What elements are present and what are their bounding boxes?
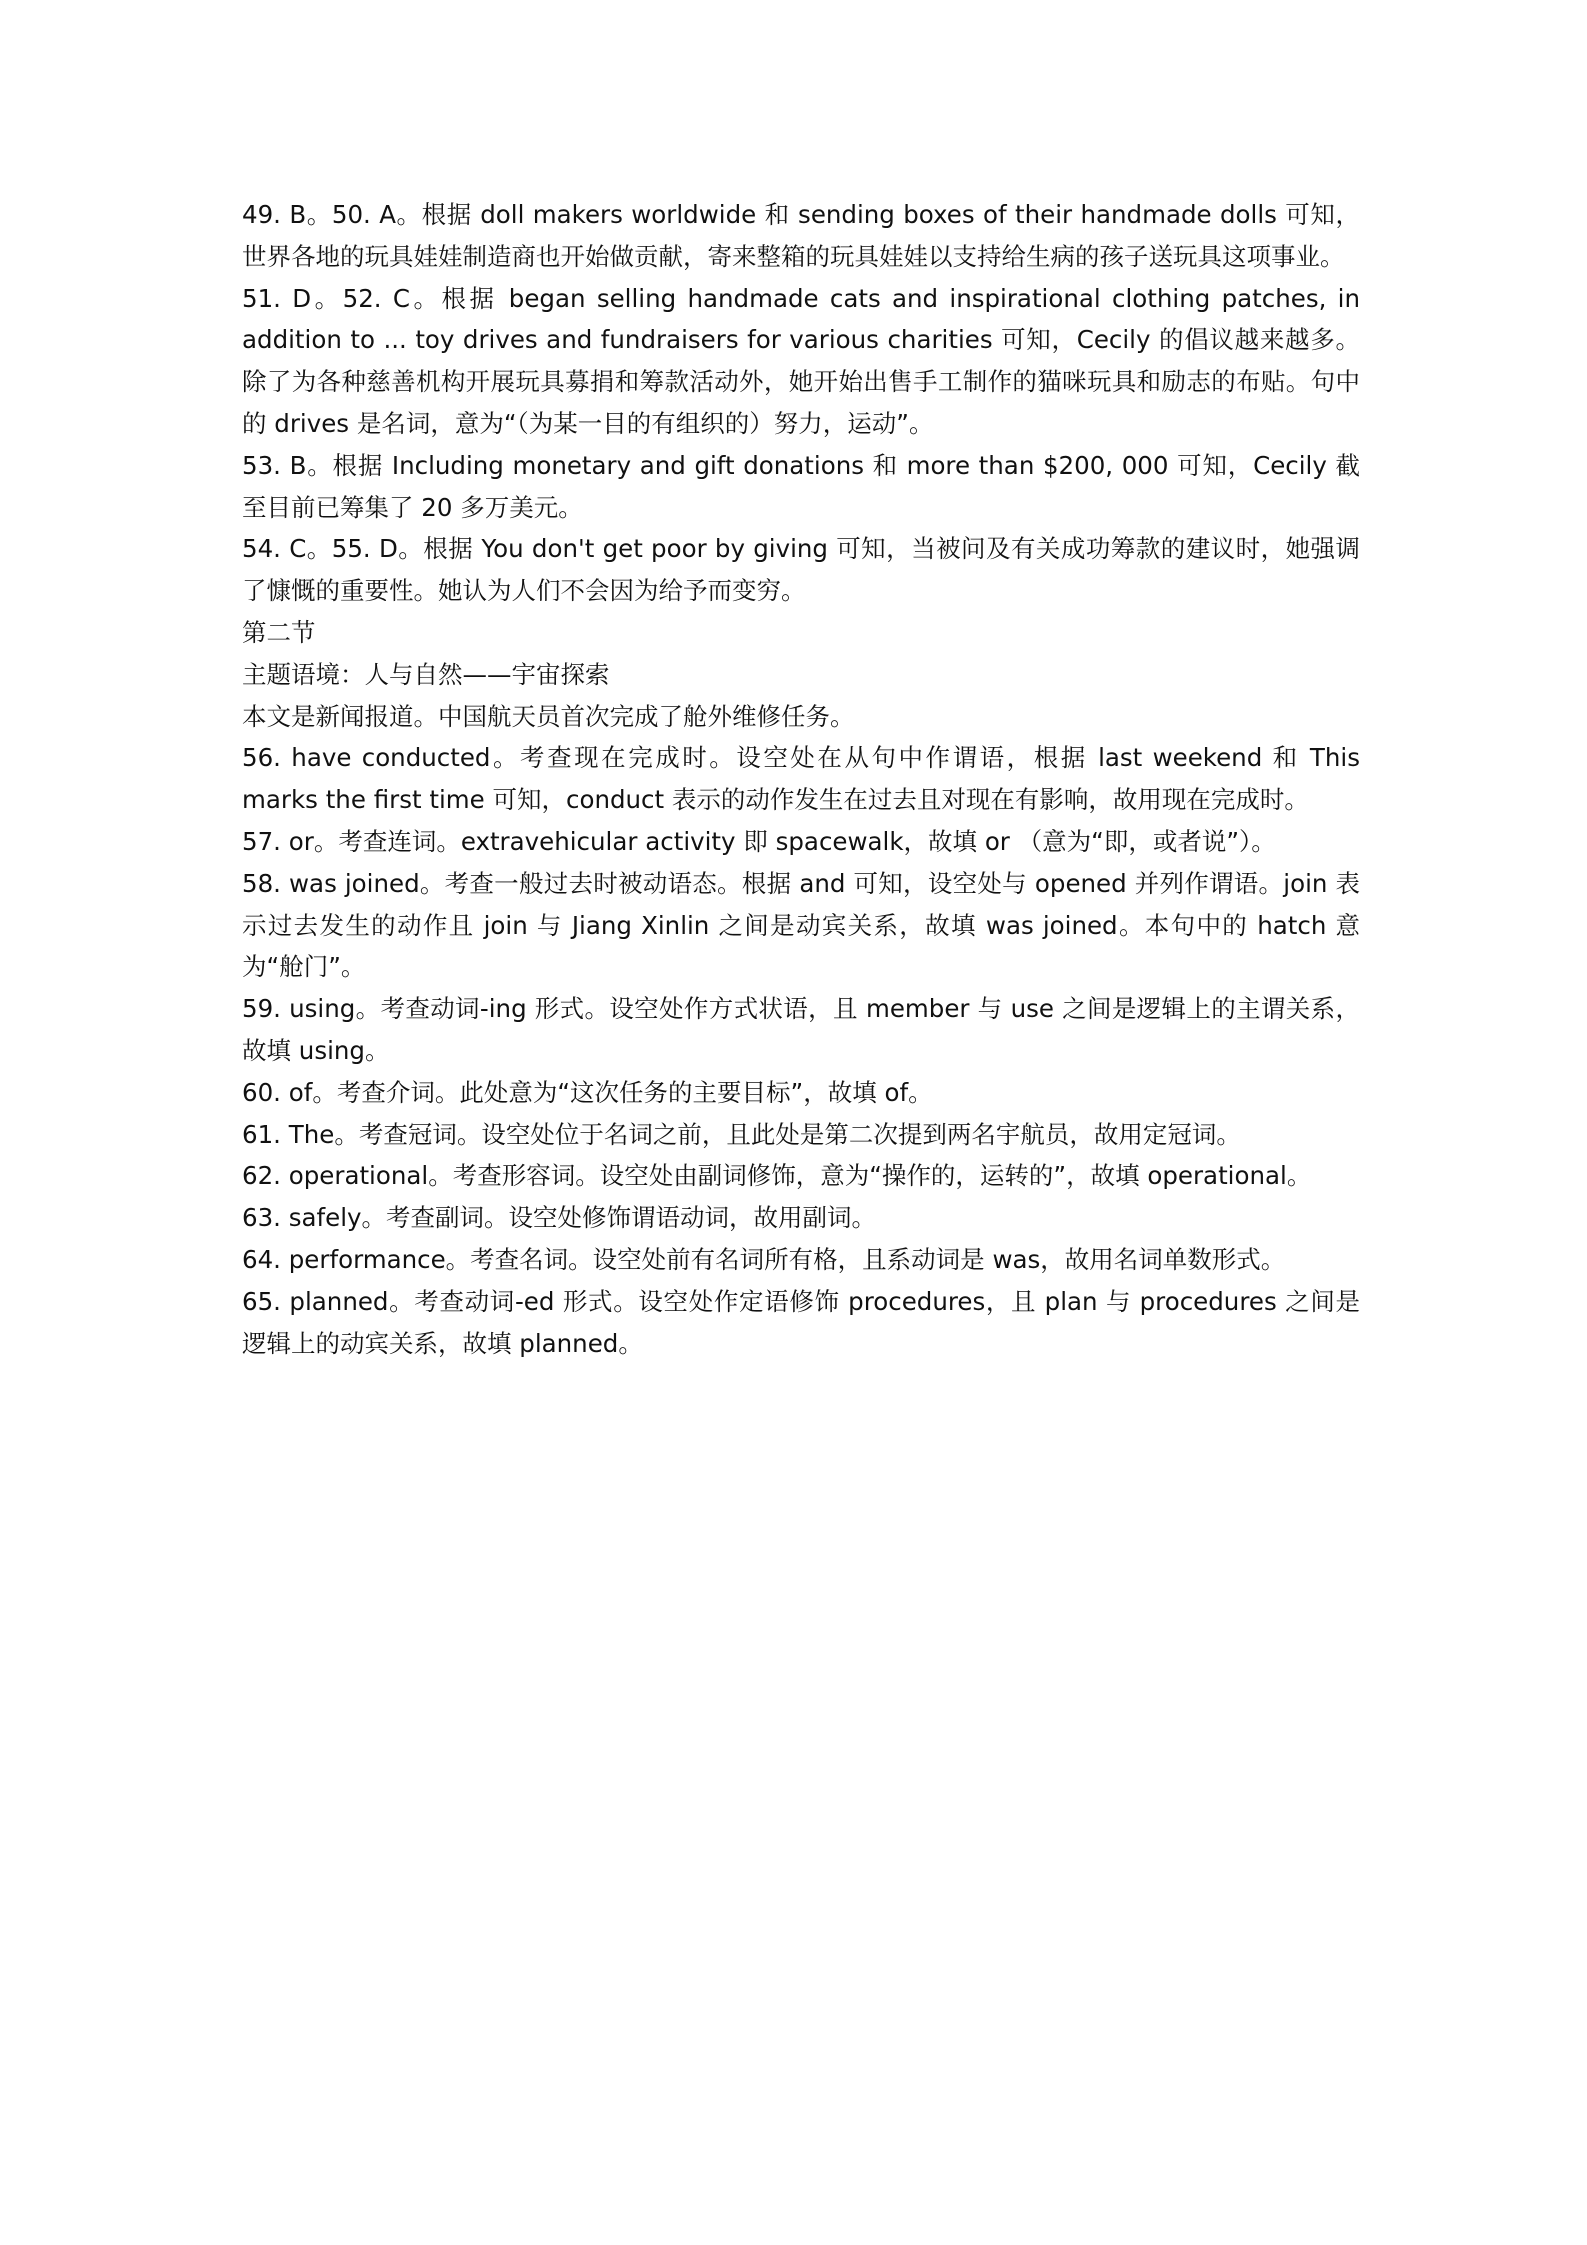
answer-58: 58. was joined。考查一般过去时被动语态。根据 and 可知，设空处与 opened 并列作谓语。join 表示过去发生的动作且 join 与 Jiang Xinlin 之间是动宾关系，故填 was joined。本句中的 hatch 意为“舱门”。: [242, 868, 1360, 982]
answer-65: 65. planned。考查动词-ed 形式。设空处作定语修饰 procedures，且 plan 与 procedures 之间是逻辑上的动宾关系，故填 planned。: [242, 1286, 1360, 1358]
answer-59: 59. using。考查动词-ing 形式。设空处作方式状语，且 member 与 use 之间是逻辑上的主谓关系，故填 using。: [242, 994, 1360, 1065]
answer-62: 62. operational。考查形容词。设空处由副词修饰，意为“操作的，运转的”，故填 operational。: [242, 1161, 1312, 1191]
answer-57: 57. or。考查连词。extravehicular activity 即 spacewalk，故填 or （意为“即，或者说”）。: [242, 826, 1276, 856]
answer-54-55: 54. C。55. D。根据 You don't get poor by giving 可知，当被问及有关成功筹款的建议时，她强调了慷慨的重要性。她认为人们不会因为给予而变穷。: [242, 534, 1360, 606]
answer-51-52: 51. D。52. C。根据 began selling handmade cats and inspirational clothing patches, in addition to ... toy drives and fundraisers for various charities 可知，Cecily 的倡议越来越多。除了为各种慈善机构开展玩具募捐和筹款活动外，她开始出售手工制作的猫咪玩具和励志的布贴。句中的 drives 是名词，意为“（为某一目的有组织的）努力，运动”。: [242, 283, 1360, 438]
text-summary: 本文是新闻报道。中国航天员首次完成了舱外维修任务。: [242, 701, 855, 731]
answer-60: 60. of。考查介词。此处意为“这次任务的主要目标”，故填 of。: [242, 1077, 933, 1107]
answer-explanations: [242, 194, 1360, 1364]
answer-56: 56. have conducted。考查现在完成时。设空处在从句中作谓语，根据 last weekend 和 This marks the first time 可知，conduct 表示的动作发生在过去且对现在有影响，故用现在完成时。: [242, 743, 1360, 815]
section-heading: 第二节: [242, 617, 316, 647]
answer-64: 64. performance。考查名词。设空处前有名词所有格，且系动词是 was，故用名词单数形式。: [242, 1244, 1286, 1274]
theme-context: 主题语境：人与自然——宇宙探索: [242, 659, 610, 689]
answer-63: 63. safely。考查副词。设空处修饰谓语动词，故用副词。: [242, 1203, 877, 1233]
answer-53: 53. B。根据 Including monetary and gift donations 和 more than $200, 000 可知，Cecily 截至目前已筹集了 20 多万美元。: [242, 450, 1360, 522]
answer-49-50: 49. B。50. A。根据 doll makers worldwide 和 sending boxes of their handmade dolls 可知，世界各地的玩具娃娃制造商也开始做贡献，寄来整箱的玩具娃娃以支持给生病的孩子送玩具这项事业。: [242, 200, 1360, 271]
answer-61: 61. The。考查冠词。设空处位于名词之前，且此处是第二次提到两名宇航员，故用定冠词。: [242, 1119, 1241, 1149]
